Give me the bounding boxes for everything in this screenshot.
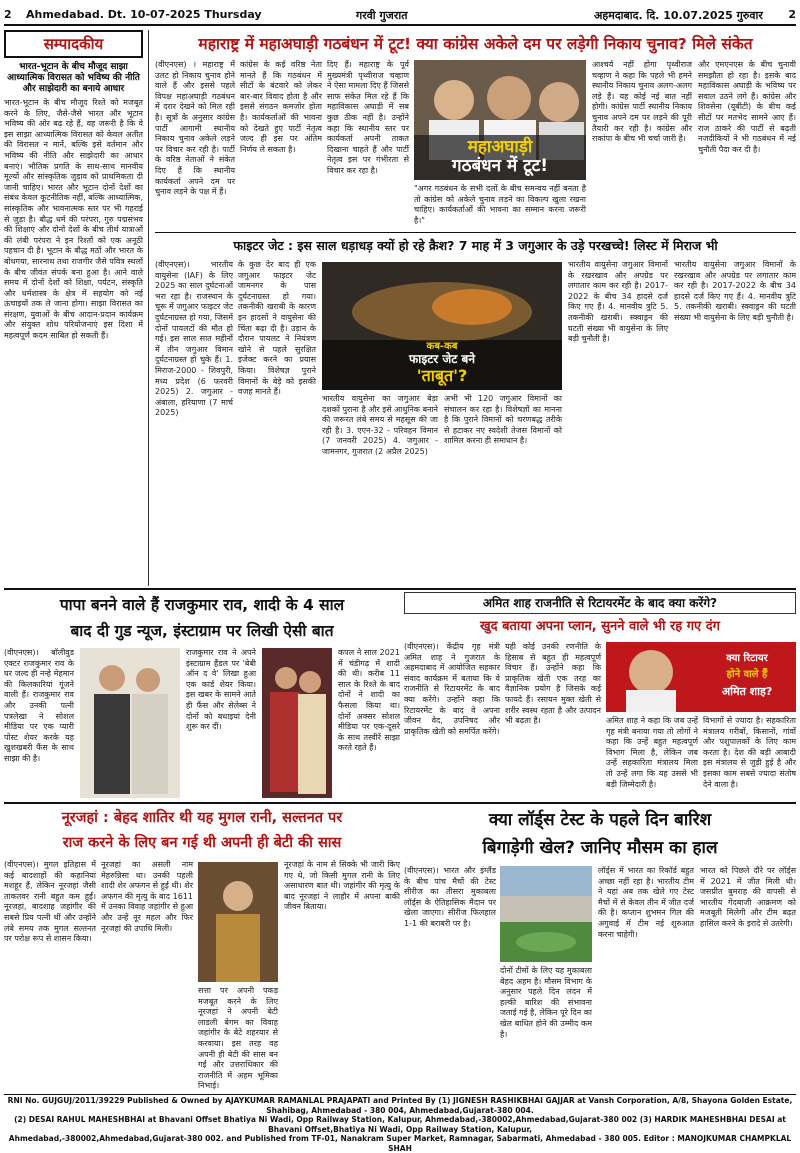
imprint-footer [4, 1096, 796, 1153]
fighter-col3: भारतीय वायुसेना का जगुआर बेड़ा दशकों पुराना है और इसे आधुनिक बनाने की जरूरत लंबे समय से महसूस की जा रही है। 3. एएन-32 - परिवहन विमान (7 जनवरी 2025) 4. जगुआर - जामनगर, गुजरात (2 अप्रैल 2025) [322, 394, 438, 456]
rajkummar-col3: कपल ने साल 2021 में चंडीगढ़ में शादी की थी। करीब 11 साल के रिश्ते के बाद दोनों ने शादी का फैसला किया था। दोनों अक्सर सोशल मीडिया पर एक-दूसरे के साथ तस्वीरें साझा करते रहते हैं। [338, 648, 400, 753]
shah-headline1-text: अमित शाह राजनीति से रिटायरमेंट के बाद क्या करेंगे? [482, 596, 718, 610]
edition-date-hindi: अहमदाबाद. दि. 10.07.2025 गुरुवार [594, 9, 763, 22]
editorial-heading: सम्पादकीय [4, 30, 143, 58]
rajkummar-photo [80, 648, 180, 798]
shah-col2: यही कोई उनकी रणनीति के हिसाब से बहुत ही महत्वपूर्ण विचार हैं। उन्होंने कहा कि प्राकृतिक खेती एक तरह का वैज्ञानिक प्रयोग है जिसके कई फायदे हैं। रसायन मुक्त खेती से शरीर स्वस्थ रहता है और उत्पादन भी बढ़ता है। [505, 642, 601, 726]
divider-line [4, 588, 796, 590]
lead-col2: कांग्रेस के कई वरिष्ठ नेता मानते हैं कि गठबंधन में सीटों के बंटवारे को लेकर बार-बार विवाद होता है और इससे संगठन कमजोर होता है। कार्यकर्ताओं की भावना को देखते हुए पार्टी नेतृत्व जल्द ही इस पर अंतिम निर्णय ले सकता है। [240, 60, 322, 154]
fighter-caption-mid: फाइटर जेट बने [408, 352, 476, 366]
fighter-col2: के कुछ देर बाद ही एक जगुआर फाइटर जेट जामनगर के पास दुर्घटनाग्रस्त हो गया। तकनीकी खराबी के कारण इन हादसों ने वायुसेना की चिंता बढ़ा दी है। उड़ान के दौरान पायलट ने नियंत्रण खोने से पहले सुरक्षित इजेक्ट करने का प्रयास किया। विशेषज्ञ पुराने विमानों के बेड़े को इसकी वजह मानते हैं। [238, 260, 316, 397]
lead-headline-text: महाराष्ट्र में महाअघाड़ी गठबंधन में टूट! क्या कांग्रेस अकेले दम पर लड़ेगी निकाय चुनाव? मिले संकेत [198, 35, 753, 53]
imprint-line-1: RNI No. GUJGUJ/2011/39229 Published & Owned by AJAYKUMAR RAMANLAL PRAJAPATI and Printed By (1) JIGNESH RASHIKBHAI GAJJAR at Vansh Corporation, A/8, Shayona Golden Estate, Shahibag, Ahmedabad - 380 004, Ahmedabad,Gujarat-380 004. [7, 1096, 793, 1115]
rajkummar-photo-2 [262, 648, 332, 798]
nurjahan-headline2-text: राज करने के लिए बन गई थी अपनी ही बेटी की सास [62, 835, 342, 851]
lead-photo-caption-top: महाअघाड़ी [467, 137, 533, 157]
lords-headline2-text: बिगाड़ेगी खेल? जानिए मौसम का हाल [482, 838, 718, 858]
rajkummar-col2: राजकुमार राव ने अपने इंस्टाग्राम हैंडल पर 'बेबी ऑन द वे' लिखा हुआ एक कार्ड शेयर किया। इस खबर के सामने आते ही फैंस और सेलेब्स ने दोनों को बधाइयां देनी शुरू कर दीं। [186, 648, 256, 732]
nurjahan-headline1-text: नूरजहां : बेहद शातिर थी यह मुगल रानी, सल्तनत पर [61, 810, 343, 826]
fighter-col1: (वीएनएस)। भारतीय वायुसेना (IAF) के लिए 2025 का साल दुर्घटनाओं भरा रहा है। राजस्थान के चूरू में जगुआर फाइटर जेट दुर्घटनाग्रस्त हो गया, जिसमें दोनों पायलटों की मौत हो गई। इस साल सात महीनों में तीन जगुआर विमान दुर्घटनाग्रस्त हो चुके हैं। 1. मिराज-2000 - शिवपुरी, मध्य प्रदेश (6 फरवरी 2025) 2. जगुआर - अंबाला, हरियाणा (7 मार्च 2025) [155, 260, 233, 418]
shah-photo [606, 642, 796, 712]
rajkummar-headline [4, 592, 400, 644]
nurjahan-portrait [198, 862, 278, 982]
divider-line [4, 802, 796, 804]
lords-photo [500, 866, 592, 962]
shah-headline1 [404, 592, 796, 614]
lords-col2: दोनों टीमों के लिए यह मुकाबला बेहद अहम है। मौसम विभाग के अनुसार पहले दिन लंदन में हल्की बारिश की संभावना जताई गई है, लेकिन पूरे दिन का खेल बाधित होने की उम्मीद कम है। [500, 966, 592, 1039]
lords-headline1-text: क्या लॉर्ड्स टेस्ट के पहले दिन बारिश [488, 810, 712, 830]
paper-name: गरवी गुजरात [356, 9, 408, 22]
fighter-headline [155, 235, 796, 257]
nurjahan-col3a: सत्ता पर अपनी पकड़ मजबूत करने के लिए नूरजहां ने अपनी बेटी लाडली बेगम का विवाह जहांगीर के बेटे शहरयार से करवाया। इस तरह वह अपनी ही बेटी की सास बन गईं और उत्तराधिकार की राजनीति में अहम भूमिका निभाई। [198, 986, 278, 1091]
lords-stadium-photo [500, 866, 592, 962]
shah-caption-top: क्या रिटायर [726, 653, 768, 664]
shah-headline2 [404, 616, 796, 638]
lead-col1: (वीएनएस) । महाराष्ट्र में उलट हो निकाय चुनाव होने वाले हैं और इससे पहले विपक्ष महाअघाड़ी गठबंधन में दरार देखने को मिल रही है। सूत्रों के अनुसार कांग्रेस पार्टी आगामी स्थानीय निकाय चुनाव अकेले लड़ने पर विचार कर रही है। पार्टी के वरिष्ठ नेताओं ने संकेत दिए हैं कि स्थानीय कार्यकर्ता अपने दम पर चुनाव लड़ने के पक्ष में हैं। [155, 60, 235, 197]
fighter-headline-text: फाइटर जेट : इस साल धड़ाधड़ क्यों हो रहे क्रैश? 7 माह में 3 जगुआर के उड़े परखच्चे! लिस्ट में मिराज भी [233, 238, 718, 253]
editorial-headline: भारत-भूटान के बीच मौजूद साझा आध्यात्मिक विरासत को भविष्य की नीति और साझेदारी का बनाये आधार [7, 62, 140, 94]
nurjahan-photo [198, 862, 278, 982]
editorial-body: भारत-भूटान के बीच मौजूद रिश्ते को मजबूत करने के लिए, जैसे-जैसे भारत और भूटान भविष्य की ओर बढ़ रहे हैं, वह जरूरी है कि वे इस साझा आध्यात्मिक विरासत को केवल अतीत की विरासत न मानें, बल्कि इसे वर्तमान और भविष्य की नीति और साझेदारी का आधार बनाएं। भौतिक प्रगति के साथ-साथ मानवीय मूल्यों और सांस्कृतिक जुड़ाव को प्राथमिकता दी जानी चाहिए। भारत और भूटान दोनों देशों का संबंध केवल कूटनीतिक नहीं, बल्कि आध्यात्मिक, सांस्कृतिक और भावनात्मक स्तर पर भी गहराई से जुड़ा है। बौद्ध धर्म की परंपरा, गुरु पद्मसंभव की शिक्षाएं और दोनों देशों के बीच तीर्थ यात्राओं की लंबी परंपरा ने इन रिश्तों को एक अनूठी पहचान दी है। भूटान के बौद्ध मठों और भारत के बोधगया, सारनाथ तथा राजगीर जैसे पवित्र स्थलों के बीच जीवंत संपर्क बना हुआ है। आने वाले समय में दोनों देशों को शिक्षा, पर्यटन, संस्कृति और धर्मशास्त्र के क्षेत्र में सहयोग को नई ऊंचाइयों तक ले जाना होगा। साझा विरासत का संरक्षण, युवाओं के बीच आदान-प्रदान कार्यक्रम और संयुक्त शोध परियोजनाएं इस दिशा में महत्वपूर्ण कदम साबित हो सकती हैं। [4, 98, 143, 341]
lead-photo-caption-bottom: गठबंधन में टूट! [452, 156, 548, 176]
rajkummar-headline1-text: पापा बनने वाले हैं राजकुमार राव, शादी के 4 साल [59, 596, 345, 614]
nurjahan-col4: नूरजहां के नाम से सिक्के भी जारी किए गए थे, जो किसी मुगल रानी के लिए असाधारण बात थी। जहांगीर की मृत्यु के बाद नूरजहां ने लाहौर में अपना बाकी जीवन बिताया। [284, 860, 400, 912]
shah-caption-bottom: अमित शाह? [721, 685, 773, 698]
page-masthead [4, 4, 796, 26]
fighter-col5: भारतीय वायुसेना जगुआर विमानों के रखरखाव और अपग्रेड पर लगातार काम कर रही है। 2017-2022 के बीच 34 हादसे दर्ज किए गए हैं। 4. मानवीय त्रुटि 5. तकनीकी खराबी। स्क्वाड्रन की घटती संख्या भी वायुसेना के लिए बड़ी चुनौती है। [568, 260, 668, 344]
editorial-column [4, 30, 149, 586]
page-number-left: 2 [4, 8, 12, 21]
lords-col3: लॉर्ड्स में भारत का रिकॉर्ड बहुत अच्छा नहीं रहा है। भारतीय टीम ने यहां अब तक खेले गए टेस्ट मैचों में से केवल तीन में जीत दर्ज की है। कप्तान शुभमन गिल की अगुवाई में टीम नई शुरुआत करना चाहेगी। [598, 866, 694, 939]
lead-col5: आश्चर्य नहीं होगा पृथ्वीराज चव्हाण ने कहा कि पहले भी हमने स्थानीय निकाय चुनाव अलग-अलग लड़े हैं। यह कोई नई बात नहीं होगी। कांग्रेस पार्टी स्थानीय निकाय चुनाव अपने दम पर लड़ने की पूरी तैयारी कर रही है। कांग्रेस और राकांपा के बीच भी चर्चा जारी है। [592, 60, 692, 144]
fighter-photo [322, 262, 562, 390]
fighter-caption-bottom: 'ताबूत'? [416, 366, 468, 385]
imprint-line-3: Ahmedabad,-380002,Ahmedabad,Gujarat-380 002. and Published from TF-01, Nanakram Super Market, Ramnagar, Sabarmati, Ahmedabad - 380 005. Editor : MANOJKUMAR CHAMPKLAL SHAH [8, 1134, 792, 1153]
lead-photo [414, 60, 586, 180]
shah-headline2-text: खुद बताया अपना प्लान, सुनने वाले भी रह गए दंग [480, 619, 720, 634]
divider-line [4, 1094, 796, 1095]
fighter-caption-top: कब-कब [426, 341, 458, 352]
lords-col4: भारत को पिछले दौरे पर लॉर्ड्स में 2021 में जीत मिली थी। जसप्रीत बुमराह की वापसी से भारतीय गेंदबाजी आक्रमण को मजबूती मिलेगी और टीम बढ़त हासिल करने के इरादे से उतरेगी। [700, 866, 796, 928]
lords-col1: (वीएनएस)। भारत और इंग्लैंड के बीच पांच मैचों की टेस्ट सीरीज का तीसरा मुकाबला लॉर्ड्स के ऐतिहासिक मैदान पर खेला जाएगा। सीरीज फिलहाल 1-1 की बराबरी पर है। [404, 866, 496, 928]
lead-col3: दिए हैं। महाराष्ट्र के पूर्व मुख्यमंत्री पृथ्वीराज चव्हाण ने ऐसा मामला दिए हैं जिससे साफ संकेत मिल रहे हैं कि महाविकास अघाड़ी में सब कुछ ठीक नहीं है। उन्होंने कहा कि स्थानीय स्तर पर कार्यकर्ता अपनी ताकत दिखाना चाहते हैं और पार्टी नेतृत्व इस पर गंभीरता से विचार कर रहा है। [327, 60, 410, 175]
imprint-line-2: (2) DESAI RAHUL MAHESHBHAI at Bhavani Offset Bhatiya Ni Wadi, Opp Railway Station, Kalupur, Ahmedabad,-380002,Ahmedabad,Gujarat-380 002 (3) HARDIK MAHESHBHAI DESAI at Bhavani Offset,Bhatiya Ni Wadi, Opp Railway Station, Kalupur, [14, 1115, 786, 1134]
lead-headline [155, 30, 796, 58]
rajkummar-headline2-text: बाद दी गुड न्यूज, इंस्टाग्राम पर लिखी ऐसी बात [70, 622, 334, 640]
lords-headline [404, 806, 796, 862]
edition-date-english: Ahmedabad. Dt. 10-07-2025 Thursday [26, 8, 262, 21]
fighter-col6: भारतीय वायुसेना जगुआर विमानों के रखरखाव और अपग्रेड पर लगातार काम कर रही है। 2017-2022 के बीच 34 हादसे दर्ज किए गए हैं। 4. मानवीय त्रुटि 5. तकनीकी खराबी। स्क्वाड्रन की घटती संख्या भी वायुसेना के लिए बड़ी चुनौती है। [674, 260, 796, 322]
shah-col3: अमित शाह ने कहा कि जब उन्हें गृह मंत्री बनाया गया तो लोगों ने कहा कि उन्हें बहुत महत्वपूर्ण विभाग मिला है, लेकिन जब उन्हें सहकारिता मंत्रालय मिला तो उन्हें लगा कि यह उससे भी बड़ी जिम्मेदारी है। [606, 716, 698, 789]
lead-col6: और एमएनएस के बीच चुनावी समझौता हो रहा है। इसके बाद महाविकास अघाड़ी के भविष्य पर सवाल उठने लगे हैं। कांग्रेस और शिवसेना (यूबीटी) के बीच कई सीटों पर मतभेद सामने आए हैं। राज ठाकरे की पार्टी से बढ़ती नजदीकियों ने भी गठबंधन में नई चुनौती पैदा कर दी है। [698, 60, 796, 154]
shah-col4: विभागों से ज्यादा है। सहकारिता मंत्रालय गरीबों, किसानों, गांवों और पशुपालकों के लिए काम करता है। देश की बड़ी आबादी इस मंत्रालय से जुड़ी हुई है और इसका काम सबसे ज्यादा संतोष देने वाला है। [703, 716, 796, 789]
rajkummar-col1: (वीएनएस)। बॉलीवुड एक्टर राजकुमार राव के घर जल्द ही नन्हे मेहमान की किलकारियां गूंजने वाली हैं। राजकुमार राव और उनकी पत्नी पत्रलेखा ने सोशल मीडिया पर एक प्यारी पोस्ट शेयर करके यह खुशखबरी फैंस के साथ साझा की है। [4, 648, 74, 763]
nurjahan-headline [4, 806, 400, 856]
fighter-col4: अभी भी 120 जगुआर विमानों का संचालन कर रहा है। विशेषज्ञों का मानना है कि पुराने विमानों को चरणबद्ध तरीके से हटाकर नए स्वदेशी तेजस विमानों को शामिल करना ही समाधान है। [444, 394, 562, 446]
divider-line [155, 232, 796, 233]
couple-wedding-photo [262, 648, 332, 798]
lead-quote: "अगर गठबंधन के सभी दलों के बीच समन्वय नहीं बनता है तो कांग्रेस को अकेले चुनाव लड़ने का विकल्प खुला रखना चाहिए। कार्यकर्ताओं की भावना का सम्मान करना जरूरी है।" [414, 184, 586, 225]
nurjahan-col2: नूरजहां का असली नाम मेहरुन्निसा था। उनकी पहली शादी शेर अफगन से हुई थी। शेर अफगन की मृत्यु के बाद 1611 में उनका विवाह जहांगीर से हुआ और उन्हें नूर महल और फिर नूरजहां की उपाधि मिली। [101, 860, 193, 933]
shah-caption-mid: होने वाले हैं [726, 669, 768, 680]
rajkummar-couple-photo [80, 648, 180, 798]
shah-col1: (वीएनएस)। केंद्रीय गृह मंत्री अमित शाह ने गुजरात के अहमदाबाद में आयोजित सहकार संवाद कार्यक्रम में बताया कि वे राजनीति से रिटायरमेंट के बाद क्या करेंगे। उन्होंने कहा कि रिटायरमेंट के बाद वे अपना जीवन वेद, उपनिषद और प्राकृतिक खेती को समर्पित करेंगे। [404, 642, 500, 736]
nurjahan-col1: (वीएनएस)। मुगल इतिहास में कई बादशाहों की कहानियां मशहूर हैं, लेकिन नूरजहां जैसी ताकतवर रानी बहुत कम हुईं। नूरजहां, बादशाह जहांगीर की सबसे प्रिय पत्नी थीं और उन्होंने लंबे समय तक मुगल सल्तनत पर परोक्ष रूप से शासन किया। [4, 860, 96, 944]
page-number-right: 2 [788, 8, 796, 21]
